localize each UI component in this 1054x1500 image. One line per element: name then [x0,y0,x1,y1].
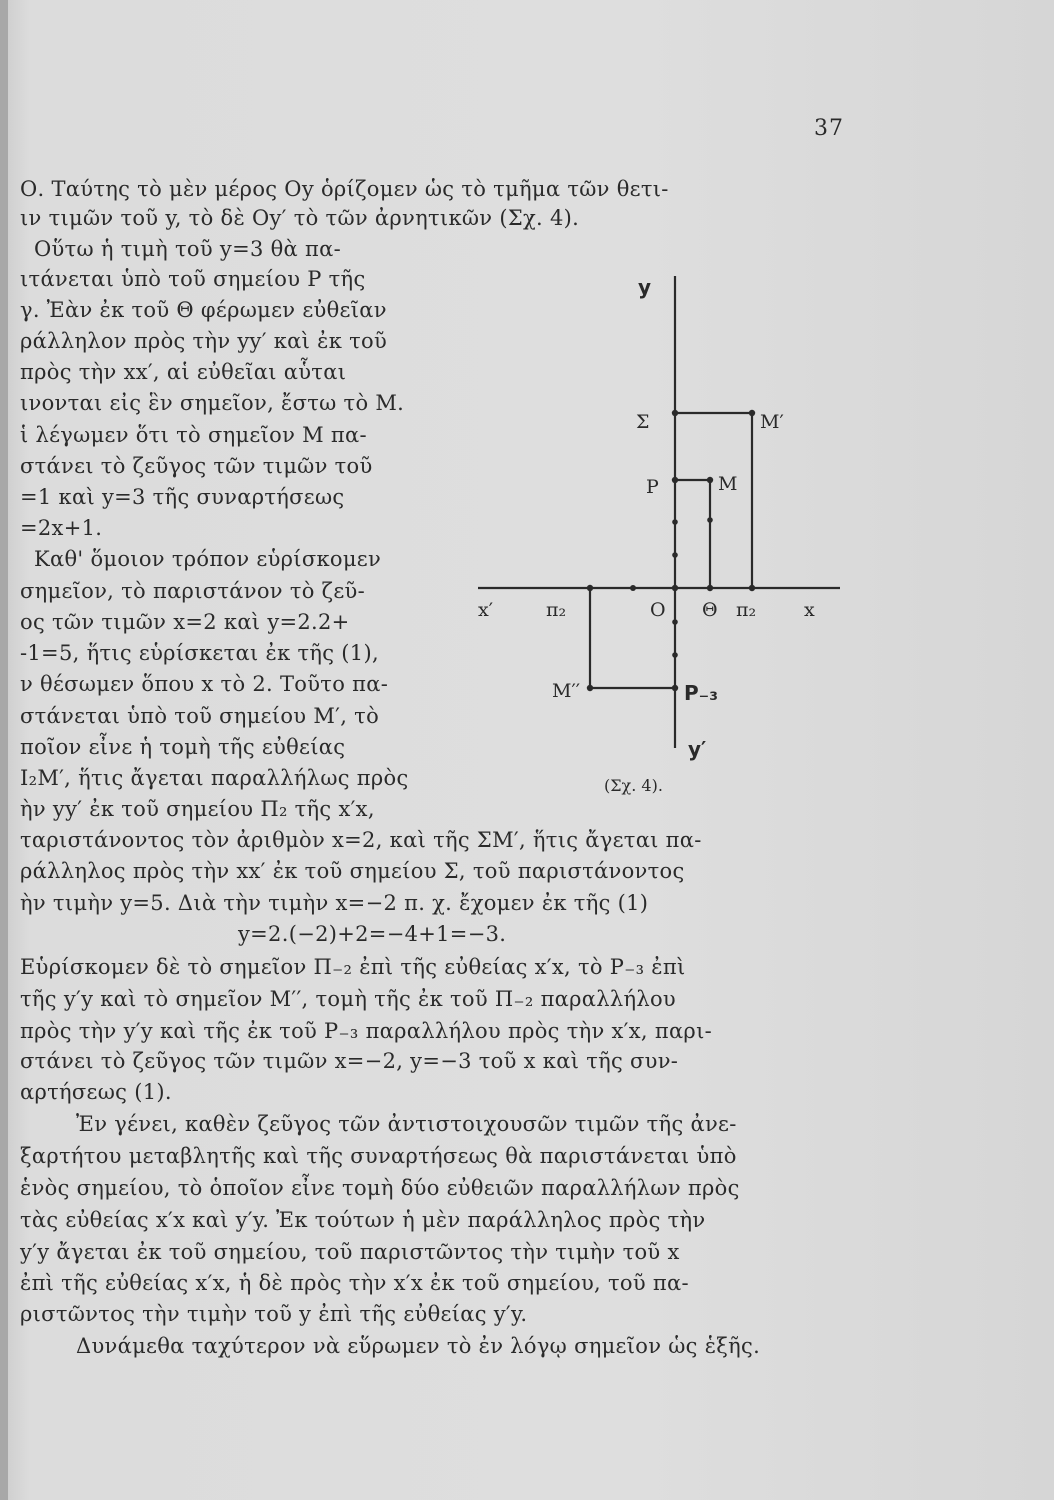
point-m-mid [707,517,713,523]
text-line: ν θέσωμεν ὅπου x τὸ 2. Τοῦτο πα- [20,672,389,696]
point-origin [672,585,678,591]
text-line: ιν τιμῶν τοῦ y, τὸ δὲ Oy′ τὸ τῶν ἀρνητικῶν (Σχ. 4). [20,206,580,230]
point-pneg3 [672,685,678,691]
text-line: στάνει τὸ ζεῦγος τῶν τιμῶν x=−2, y=−3 τοῦ x καὶ τῆς συν- [20,1049,679,1073]
text-line: ποῖον εἶνε ἡ τομὴ τῆς εὐθείας [20,735,346,759]
label-pi2: π₂ [736,599,757,621]
text-line: ἑνὸς σημείου, τὸ ὁποῖον εἶνε τομὴ δύο εὐθειῶν παραλλήλων πρὸς [20,1176,740,1200]
label-xprime: x′ [478,599,494,621]
text-line: ριστῶντος τὴν τιμὴν τοῦ y ἐπὶ τῆς εὐθείας y′y. [20,1302,528,1326]
point-p [672,477,678,483]
label-mprime: M′ [760,411,784,433]
label-sigma: Σ [636,411,650,433]
text-line: Καθ' ὅμοιον τρόπον εὑρίσκομεν [34,547,382,571]
point-theta [707,585,713,591]
text-line: ιτάνεται ὑπὸ τοῦ σημείου P τῆς [20,267,366,291]
text-line: =1 καὶ y=3 τῆς συναρτήσεως [20,485,345,509]
text-line: ἱ λέγωμεν ὅτι τὸ σημεῖον M πα- [20,423,367,447]
text-line: ράλληλος πρὸς τὴν xx′ ἐκ τοῦ σημείου Σ, τοῦ παριστάνοντος [20,859,685,883]
text-line: στάνεται ὑπὸ τοῦ σημείου M′, τὸ [20,704,380,728]
point-xneg1 [630,585,636,591]
point-mdoubleprime [587,685,593,691]
label-pneg3: P₋₃ [684,681,718,705]
text-line: τὰς εὐθείας x′x καὶ y′y. Ἐκ τούτων ἡ μὲν παράλληλος πρὸς τὴν [20,1208,706,1232]
text-line: Ο. Ταύτης τὸ μὲν μέρος Oy ὁρίζομεν ὡς τὸ τμῆμα τῶν θετι- [20,177,669,201]
text-line: Ι₂M′, ἥτις ἄγεται παραλλήλως πρὸς [20,766,409,790]
point-yneg1 [672,619,678,625]
label-yprime: y′ [688,737,707,761]
text-line: αρτήσεως (1). [20,1080,172,1104]
point-y2 [672,552,678,558]
figure-svg [470,260,850,800]
text-line: y′y ἄγεται ἐκ τοῦ σημείου, τοῦ παριστῶντος τὴν τιμὴν τοῦ x [20,1240,680,1264]
label-pineg2: π₂ [546,599,567,621]
text-line: -1=5, ἥτις εὑρίσκεται ἐκ τῆς (1), [20,641,379,665]
point-y1 [672,519,678,525]
label-origin: O [650,599,666,621]
text-line: ράλληλον πρὸς τὴν yy′ καὶ ἐκ τοῦ [20,329,388,353]
text-line: ταριστάνοντος τὸν ἀριθμὸν x=2, καὶ τῆς ΣM′, ἥτις ἄγεται πα- [20,828,702,852]
text-line: σημεῖον, τὸ παριστάνον τὸ ζεῦ- [20,579,365,603]
page-binding-edge [0,0,8,1500]
label-theta: Θ [702,599,718,621]
figure-caption: (Σχ. 4). [604,776,663,795]
text-line: y=2.(−2)+2=−4+1=−3. [238,922,507,946]
text-line: ὴν yy′ ἐκ τοῦ σημείου Π₂ τῆς x′x, [20,797,375,821]
text-line: ινονται εἰς ἓν σημεῖον, ἔστω τὸ M. [20,391,405,415]
point-yneg2 [672,652,678,658]
point-pi2 [749,585,755,591]
page-number: 37 [814,116,844,141]
text-line: ὴν τιμὴν y=5. Διὰ τὴν τιμὴν x=−2 π. χ. ἔχομεν ἐκ τῆς (1) [20,891,649,915]
text-line: ος τῶν τιμῶν x=2 καὶ y=2.2+ [20,610,350,634]
point-mprime [749,410,755,416]
point-m [707,477,713,483]
text-line: στάνει τὸ ζεῦγος τῶν τιμῶν τοῦ [20,454,373,478]
label-x: x [804,599,815,621]
label-mdoubleprime: M′′ [552,680,581,702]
text-line: Οὕτω ἡ τιμὴ τοῦ y=3 θὰ πα- [34,237,341,261]
point-sigma [672,410,678,416]
text-line: ἐπὶ τῆς εὐθείας x′x, ἡ δὲ πρὸς τὴν x′x ἐκ τοῦ σημείου, τοῦ πα- [20,1271,689,1295]
text-line: πρὸς τὴν xx′, αἱ εὐθεῖαι αὗται [20,360,347,384]
text-line: πρὸς τὴν y′y καὶ τῆς ἐκ τοῦ P₋₃ παραλλήλου πρὸς τὴν x′x, παρι- [20,1019,713,1043]
label-y: y [638,275,652,299]
text-line: =2x+1. [20,516,103,540]
text-line: Δυνάμεθα ταχύτερον νὰ εὕρωμεν τὸ ἐν λόγῳ σημεῖον ὡς ἑξῆς. [76,1334,761,1358]
text-line: ξαρτήτου μεταβλητῆς καὶ τῆς συναρτήσεως θὰ παριστάνεται ὑπὸ [20,1144,737,1168]
label-p: P [646,476,659,498]
coordinate-figure [470,260,850,800]
text-line: τῆς y′y καὶ τὸ σημεῖον M′′, τομὴ τῆς ἐκ τοῦ Π₋₂ παραλλήλου [20,987,677,1011]
label-m: M [718,473,738,495]
text-line: Εὑρίσκομεν δὲ τὸ σημεῖον Π₋₂ ἐπὶ τῆς εὐθείας x′x, τὸ P₋₃ ἐπὶ [20,955,686,979]
text-line: γ. Ἐὰν ἐκ τοῦ Θ φέρωμεν εὐθεῖαν [20,298,387,322]
point-pineg2 [587,585,593,591]
text-line: Ἐν γένει, καθὲν ζεῦγος τῶν ἀντιστοιχουσῶν τιμῶν τῆς ἀνε- [76,1112,737,1136]
